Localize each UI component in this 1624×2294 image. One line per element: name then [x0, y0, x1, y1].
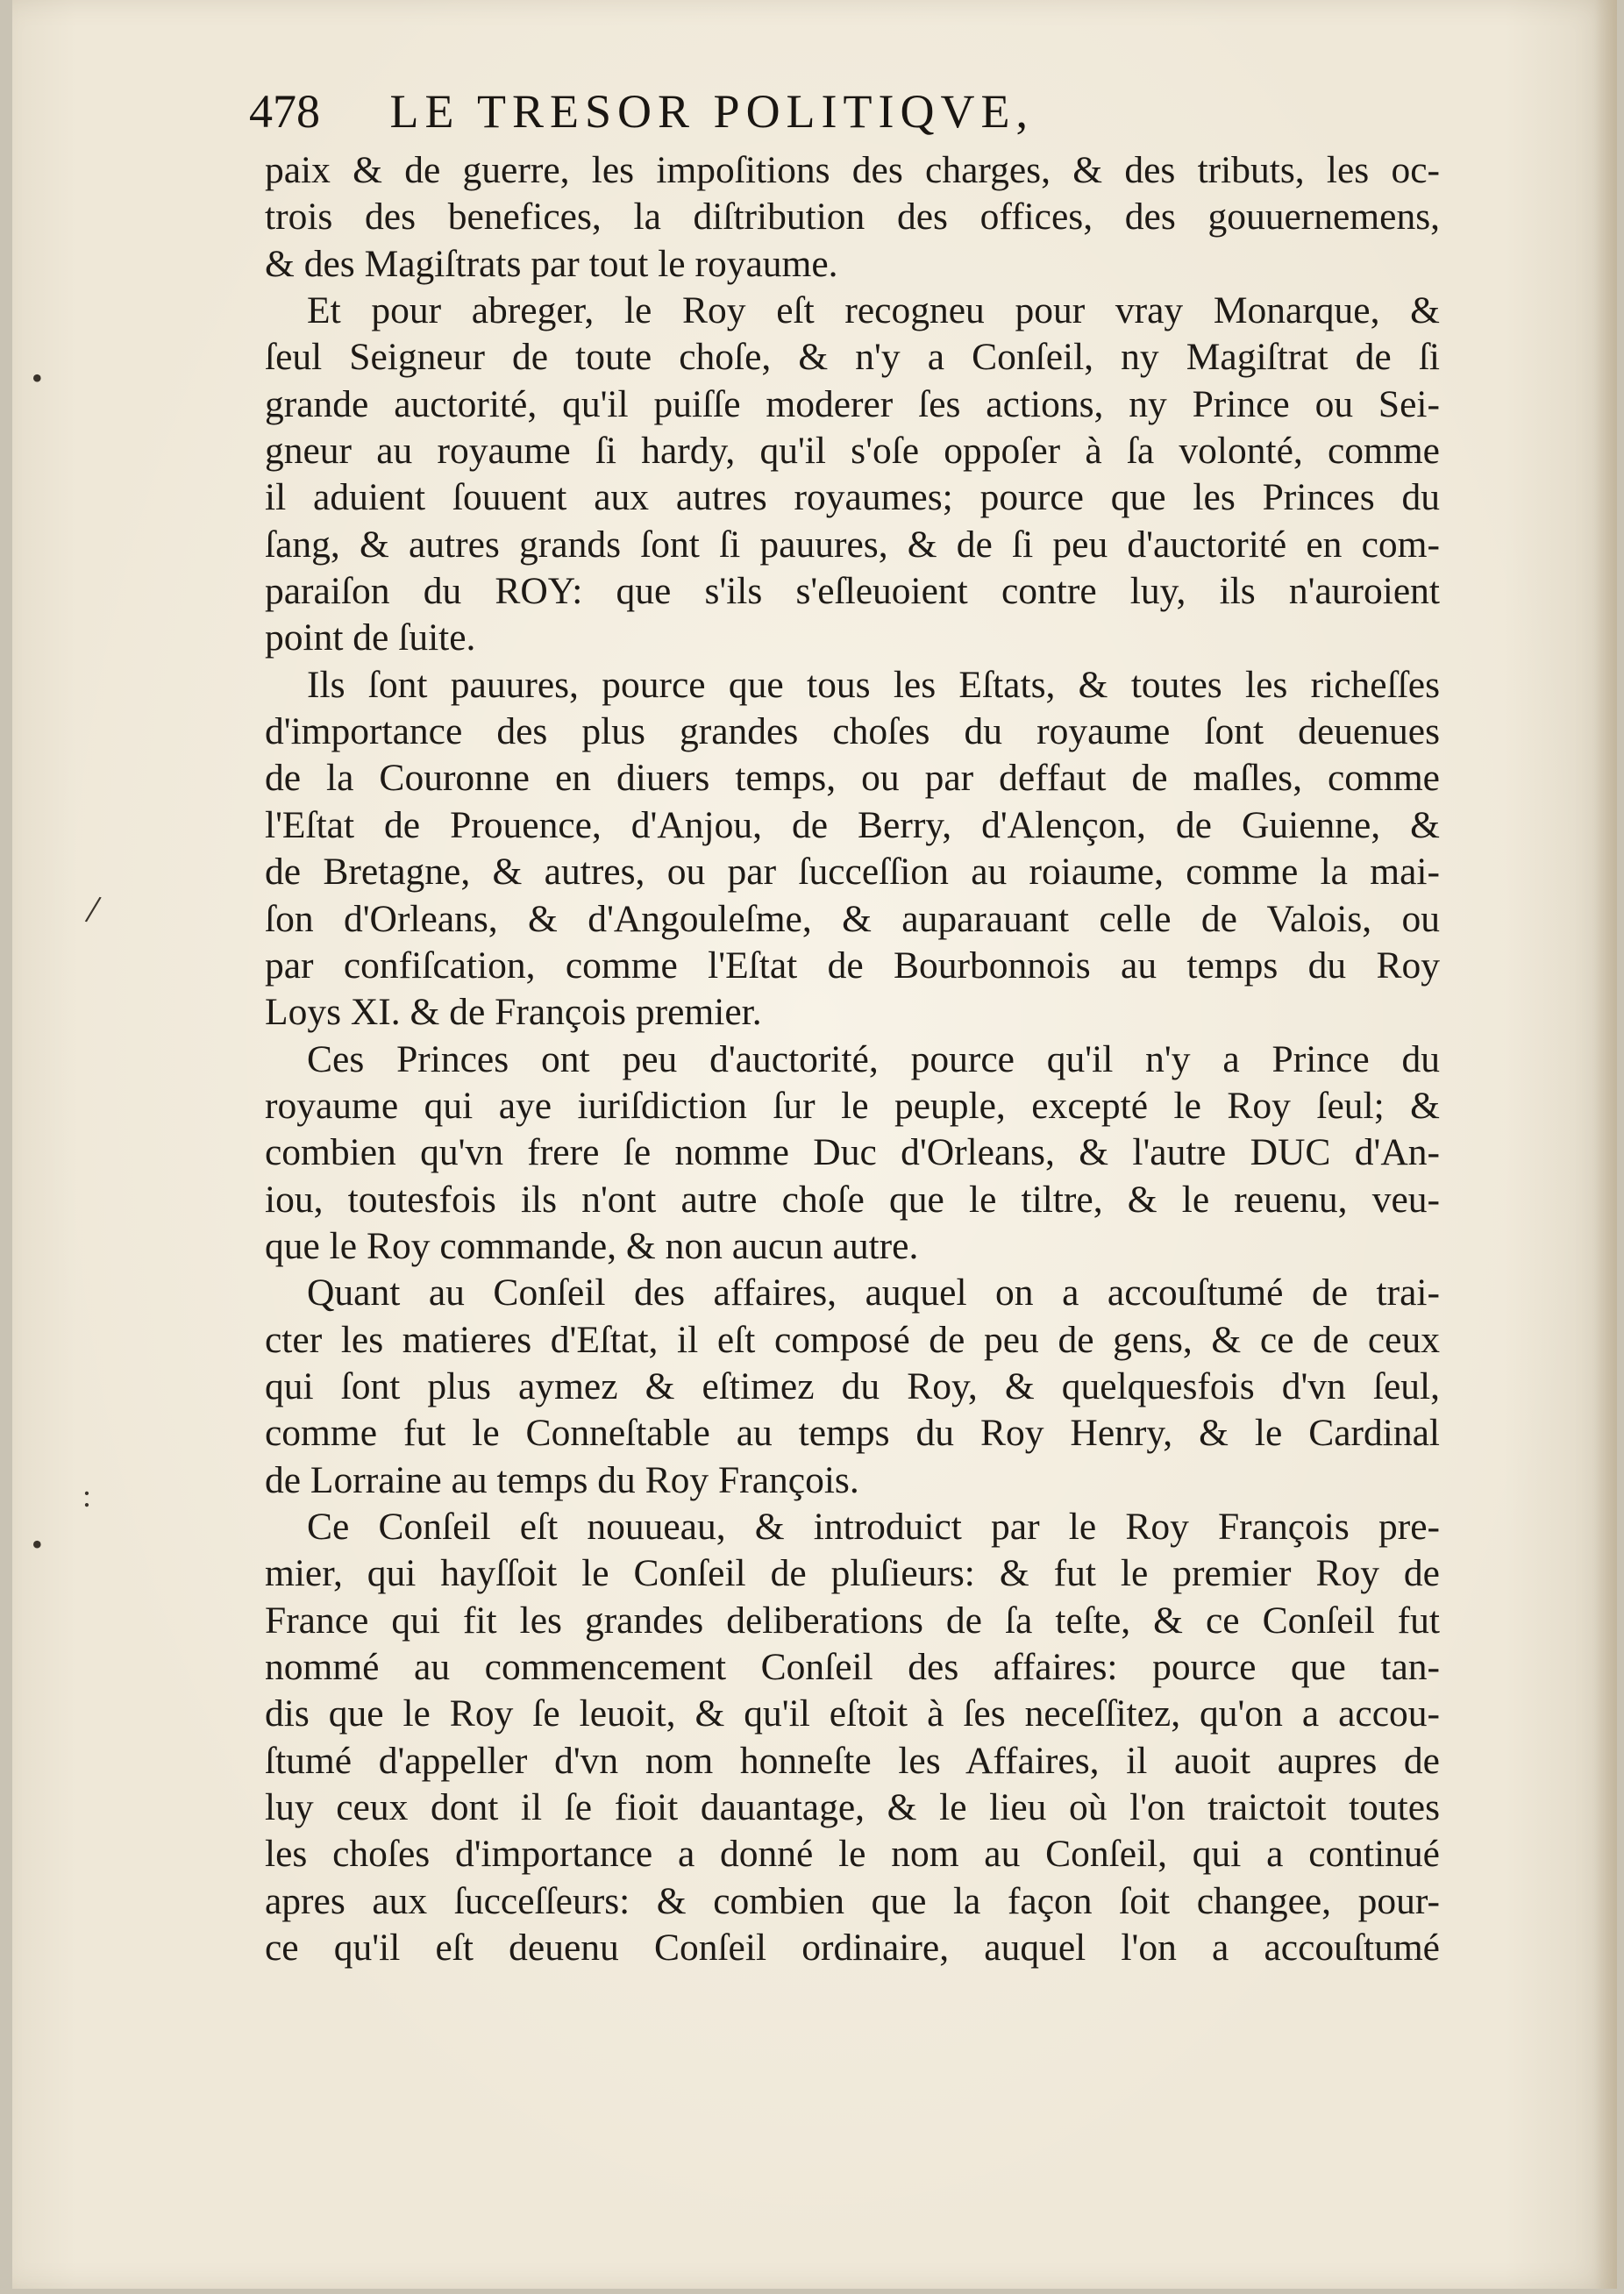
text-line: l'Eſtat de Prouence, d'Anjou, de Berry, d'Alençon, de Guienne, & — [265, 803, 1440, 846]
text-line: paix & de guerre, les impoſitions des charges, & des tributs, les oc- — [265, 149, 1440, 191]
text-line: ſeul Seigneur de toute choſe, & n'y a Conſeil, ny Magiſtrat de ſi — [265, 336, 1440, 379]
text-line: iou, toutesfois ils n'ont autre choſe que le tiltre, & le reuenu, veu- — [265, 1178, 1440, 1221]
text-line: ſon d'Orleans, & d'Angouleſme, & auparauant celle de Valois, ou — [265, 897, 1440, 940]
text-line: Et pour abreger, le Roy eſt recogneu pour vray Monarque, & — [307, 289, 1440, 332]
text-line: gneur au royaume ſi hardy, qu'il s'oſe oppoſer à ſa volonté, comme — [265, 430, 1440, 473]
text-line: royaume qui aye iuriſdiction ſur le peuple, excepté le Roy ſeul; & — [265, 1084, 1440, 1127]
margin-dot: • — [32, 1527, 43, 1562]
running-head — [249, 81, 1301, 142]
text-line: point de ſuite. — [265, 616, 476, 659]
text-line: par confiſcation, comme l'Eſtat de Bourbonnois au temps du Roy — [265, 944, 1440, 987]
text-line: Quant au Conſeil des affaires, auquel on a accouſtumé de trai- — [307, 1272, 1440, 1314]
text-line: & des Magiſtrats par tout le royaume. — [265, 242, 838, 285]
page-number: 478 — [249, 85, 320, 138]
text-line: de Lorraine au temps du Roy François. — [265, 1458, 859, 1501]
text-line: qui ſont plus aymez & eſtimez du Roy, & quelquesfois d'vn ſeul, — [265, 1364, 1440, 1407]
text-line: ce qu'il eſt deuenu Conſeil ordinaire, auquel l'on a accouſtumé — [265, 1927, 1440, 1970]
text-line: d'importance des plus grandes choſes du royaume ſont deuenues — [265, 710, 1440, 753]
text-line: ſtumé d'appeller d'vn nom honneſte les Affaires, il auoit aupres de — [265, 1739, 1440, 1782]
text-line: apres aux ſucceſſeurs: & combien que la façon ſoit changee, pour- — [265, 1879, 1440, 1922]
text-line: trois des benefices, la diſtribution des offices, des gouuernemens, — [265, 196, 1440, 239]
text-line: que le Roy commande, & non aucun autre. — [265, 1224, 919, 1267]
text-line: nommé au commencement Conſeil des affaires: pource que tan- — [265, 1646, 1440, 1688]
text-line: ſang, & autres grands ſont ſi pauures, & de ſi peu d'auctorité en com- — [265, 523, 1440, 566]
text-line: dis que le Roy ſe leuoit, & qu'il eſtoit à ſes neceſſitez, qu'on a accou- — [265, 1692, 1440, 1735]
text-line: paraiſon du ROY: que s'ils s'eſleuoient contre luy, ils n'auroient — [265, 570, 1440, 613]
text-line: grande auctorité, qu'il puiſſe moderer ſes actions, ny Prince ou Sei- — [265, 382, 1440, 425]
text-line: comme fut le Conneſtable au temps du Roy Henry, & le Cardinal — [265, 1412, 1440, 1455]
text-line: Ces Princes ont peu d'auctorité, pource qu'il n'y a Prince du — [307, 1037, 1440, 1080]
text-line: luy ceux dont il ſe fioit dauantage, & le lieu où l'on traictoit toutes — [265, 1786, 1440, 1829]
book-page — [12, 0, 1617, 2289]
text-line: il aduient ſouuent aux autres royaumes; pource que les Princes du — [265, 476, 1440, 519]
text-line: de la Couronne en diuers temps, ou par deffaut de maſles, comme — [265, 757, 1440, 800]
margin-dot: : — [82, 1478, 92, 1514]
text-line: Loys XI. & de François premier. — [265, 991, 762, 1034]
running-title: LE TRESOR POLITIQVE, — [389, 85, 1034, 138]
margin-stroke: / — [82, 886, 103, 932]
text-line: combien qu'vn frere ſe nomme Duc d'Orleans, & l'autre DUC d'An- — [265, 1131, 1440, 1174]
text-line: mier, qui hayſſoit le Conſeil de pluſieurs: & fut le premier Roy de — [265, 1552, 1440, 1595]
text-line: les choſes d'importance a donné le nom au Conſeil, qui a continué — [265, 1833, 1440, 1876]
body-text — [265, 147, 1440, 1971]
text-line: de Bretagne, & autres, ou par ſucceſſion au roiaume, comme la mai- — [265, 851, 1440, 894]
text-line: Ce Conſeil eſt nouueau, & introduict par le Roy François pre- — [307, 1505, 1440, 1548]
page-edge-shading — [1594, 0, 1617, 2289]
text-line: Ils ſont pauures, pource que tous les Eſtats, & toutes les richeſſes — [307, 663, 1440, 706]
text-line: France qui fit les grandes deliberations de ſa teſte, & ce Conſeil fut — [265, 1599, 1440, 1642]
margin-dot: • — [32, 360, 43, 395]
text-line: cter les matieres d'Eſtat, il eſt composé de peu de gens, & ce de ceux — [265, 1318, 1440, 1361]
